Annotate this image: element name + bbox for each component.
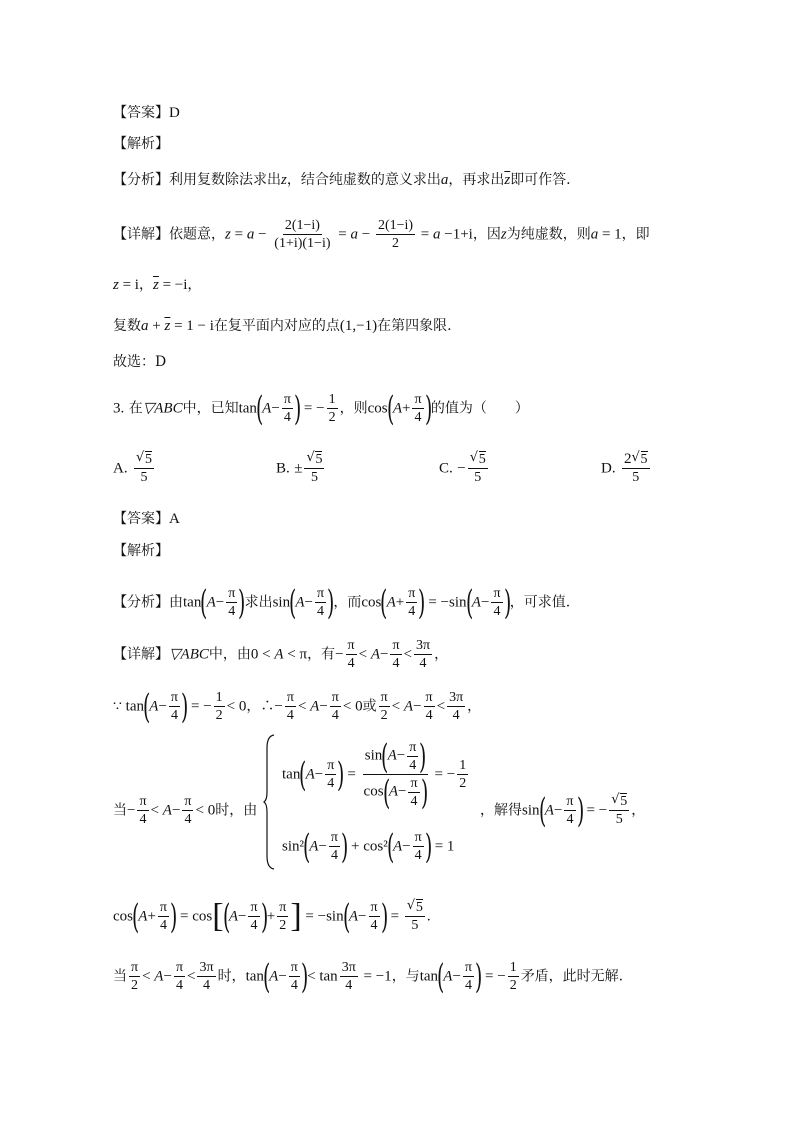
solve-text: ，解得sin(A− $\frac{\pi}{4}$ ) = − √ $\frac{5}{5}$ ， [480, 794, 645, 827]
system-eq-2: sin²(A− $\frac{\pi}{4}$ ) + cos²(A− $\frac{\pi}{4}$ ) = 1 [282, 826, 455, 867]
fushu-line: 复数$a + \overline{z} = 1 - i$在复平面内对应的点(1,−1)在第四象限. [113, 318, 452, 334]
analysis-label-1: 【解析】 [113, 136, 169, 152]
fenxi-line-2: 【分析】由tan(A− $\frac{\pi}{4}$ )求出sin(A− $\frac{\pi}{4}$ )，而cos(A+ $\frac{\pi}{4}$ ) = −sin(A− $\frac{\pi}{4}$ )，可求值. [113, 582, 571, 623]
option-b[interactable]: B. ± √ $\frac{5}{5}$ [276, 452, 326, 485]
option-c[interactable]: C. − √ $\frac{5}{5}$ [439, 452, 490, 485]
xiangjie-line-2: 【详解】▽ABC中，由0 < A < π，有− $\frac{\pi}{4}$ < A− $\frac{\pi}{4}$ < $\frac{3\pi}{4}$ ， [113, 638, 449, 671]
option-d[interactable]: D. $\frac{2 √ 5}{5}$ [601, 452, 652, 485]
fenxi-line-1: 【分析】利用复数除法求出z，结合纯虚数的意义求出a，再求出$\overline{z}$即可作答. [113, 172, 571, 188]
choose-line-1: 故选：D [113, 354, 167, 370]
z-line: z = i，$\overline{z} = -i$， [113, 277, 202, 293]
analysis-label-2: 【解析】 [113, 543, 169, 559]
question-3-stem: 3. 在▽ABC中，已知tan(A− $\frac{\pi}{4}$ ) = − $\frac{1}{2}$ ，则cos(A+ $\frac{\pi}{4}$ )的值为（ ） [113, 388, 529, 429]
answer-label: 【答案】 [113, 105, 169, 121]
system-eq-1: tan(A− $\frac{\pi}{4}$ ) = sin(A− $\frac{\pi}{4}$ ) cos(A− $\frac{\pi}{4}$ ) = − $\frac{1}{2}$ [282, 736, 467, 813]
answer-line-1 [113, 104, 180, 122]
cos-result-line: cos(A+ $\frac{\pi}{4}$ ) = cos[(A− $\frac{\pi}{4}$ )+ $\frac{\pi}{2}$ ] = −sin(A− $\frac{\pi}{4}$ ) = √ $\frac{5}{5}$ . [113, 900, 431, 933]
option-a[interactable]: A. √ $\frac{5}{5}$ [113, 452, 156, 485]
because-line: ∵ tan(A− $\frac{\pi}{4}$ ) = − $\frac{1}{2}$ < 0，∴− $\frac{\pi}{4}$ < A− $\frac{\pi}{4}$ < 0或 $\frac{\pi}{2}$ < A− $\frac{\pi}{4}$ < $\frac{3\pi}{4}$ ， [113, 686, 482, 727]
no-solution-line: 当 $\frac{\pi}{2}$ < A− $\frac{\pi}{4}$ < $\frac{3\pi}{4}$ 时，tan(A− $\frac{\pi}{4}$ )< tan $\frac{3\pi}{4}$ = −1，与tan(A− $\frac{\pi}{4}$ ) = − $\frac{1}{2}$ 矛盾，此时无解. [113, 956, 624, 997]
answer-value: D [169, 105, 180, 121]
system-lead: 当− $\frac{\pi}{4}$ < A− $\frac{\pi}{4}$ < 0时，由 [113, 794, 258, 827]
answer-line-2: 【答案】A [113, 511, 180, 527]
left-brace [263, 734, 275, 870]
xiangjie-line-1: 【详解】依题意，z = a − $\frac{2(1-i)}{(1+i)(1-i)}$ = a − $\frac{2(1-i)}{2}$ = a −1+i，因z为纯虚数，则a = 1，即 [113, 218, 650, 251]
